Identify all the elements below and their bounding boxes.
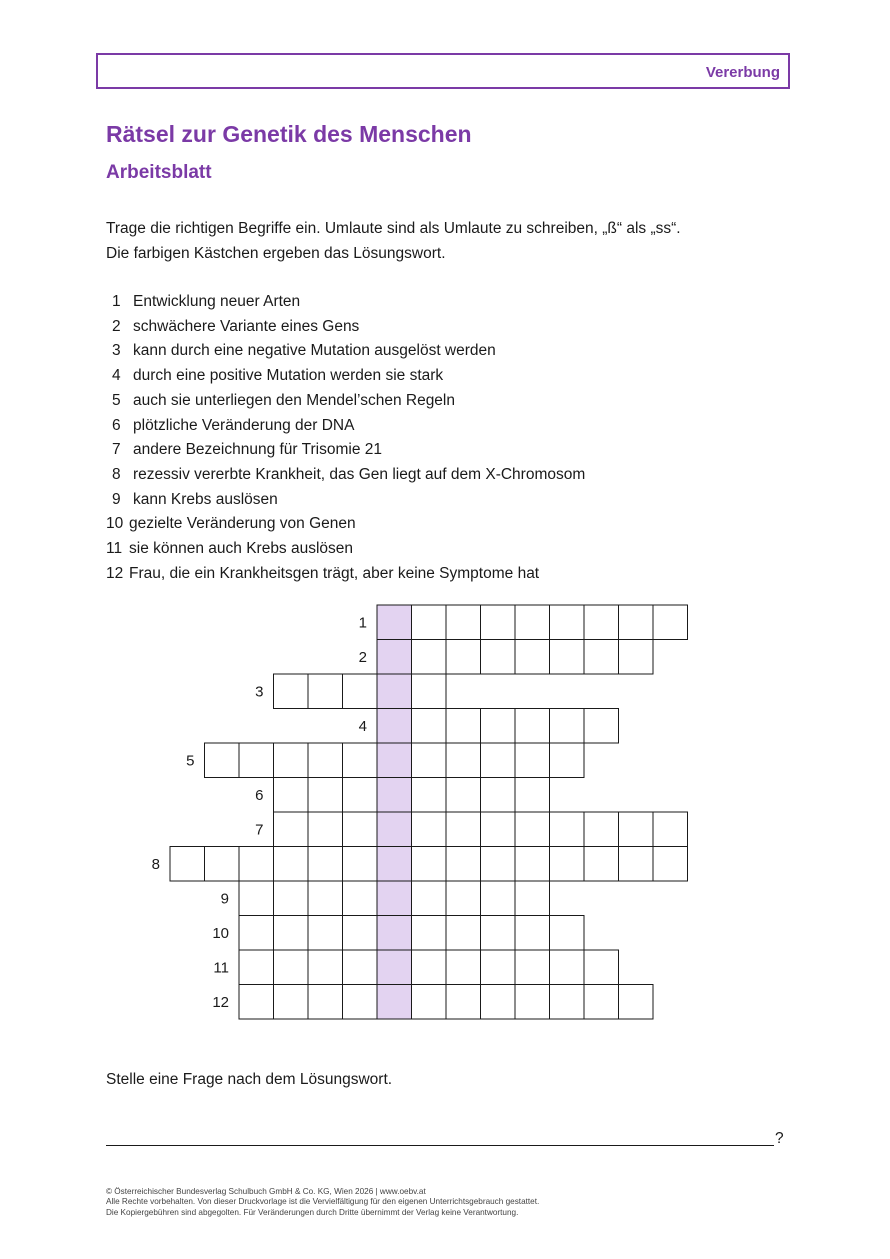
crossword-cell[interactable] <box>412 743 447 778</box>
crossword-cell[interactable] <box>550 916 585 951</box>
crossword-cell[interactable] <box>343 881 378 916</box>
solution-cell[interactable] <box>377 709 412 744</box>
solution-cell[interactable] <box>377 916 412 951</box>
row-number: 6 <box>255 786 264 804</box>
crossword-cell[interactable] <box>515 605 550 640</box>
clue-text: plötzliche Veränderung der DNA <box>133 416 355 434</box>
crossword-cell[interactable] <box>274 985 309 1020</box>
row-number: 11 <box>213 959 229 977</box>
crossword-cell[interactable] <box>515 950 550 985</box>
crossword-cell[interactable] <box>412 709 447 744</box>
crossword-cell[interactable] <box>481 709 516 744</box>
crossword-cell[interactable] <box>205 847 240 882</box>
crossword-cell[interactable] <box>515 778 550 813</box>
crossword-cell[interactable] <box>343 916 378 951</box>
clue-number: 11 <box>106 540 123 558</box>
solution-cell[interactable] <box>377 674 412 709</box>
crossword-cell[interactable] <box>239 881 274 916</box>
crossword-cell[interactable] <box>619 640 654 675</box>
clue-number: 4 <box>112 367 121 385</box>
crossword-cell[interactable] <box>584 605 619 640</box>
solution-cell[interactable] <box>377 985 412 1020</box>
clue-number: 7 <box>112 441 121 459</box>
page-title: Rätsel zur Genetik des Menschen <box>106 121 472 147</box>
crossword-cell[interactable] <box>619 812 654 847</box>
crossword-cell[interactable] <box>274 743 309 778</box>
crossword-cell[interactable] <box>412 881 447 916</box>
clue-number: 9 <box>112 490 121 508</box>
crossword-cell[interactable] <box>308 812 343 847</box>
clue-text: gezielte Veränderung von Genen <box>129 515 356 533</box>
clue-number: 12 <box>106 564 124 582</box>
clue-number: 8 <box>112 465 121 483</box>
clue-text: auch sie unterliegen den Mendel’schen Regeln <box>133 391 455 409</box>
row-number: 5 <box>186 752 195 770</box>
crossword-cell[interactable] <box>584 847 619 882</box>
crossword-cell[interactable] <box>619 985 654 1020</box>
crossword-cell[interactable] <box>239 916 274 951</box>
clue-number: 1 <box>112 293 121 310</box>
crossword-cell[interactable] <box>446 778 481 813</box>
crossword-cell[interactable] <box>274 812 309 847</box>
crossword-cell[interactable] <box>343 674 378 709</box>
row-number: 2 <box>358 648 367 666</box>
solution-cell[interactable] <box>377 881 412 916</box>
solution-cell[interactable] <box>377 640 412 675</box>
crossword-cell[interactable] <box>446 847 481 882</box>
clue-text: durch eine positive Mutation werden sie stark <box>133 367 444 385</box>
crossword-cell[interactable] <box>446 985 481 1020</box>
clue-number: 6 <box>112 416 121 434</box>
crossword-cell[interactable] <box>239 985 274 1020</box>
topic-label: Vererbung <box>705 64 780 81</box>
footer-line-2: Alle Rechte vorbehalten. Von dieser Druckvorlage ist die Vervielfältigung für den eigenen Unterrichtsgebrauch gestattet. <box>106 1197 540 1207</box>
crossword-cell[interactable] <box>446 881 481 916</box>
crossword-cell[interactable] <box>550 709 585 744</box>
crossword-cell[interactable] <box>653 847 688 882</box>
crossword-cell[interactable] <box>515 916 550 951</box>
crossword-cell[interactable] <box>515 847 550 882</box>
crossword-cell[interactable] <box>481 743 516 778</box>
crossword-cell[interactable] <box>515 881 550 916</box>
crossword-cell[interactable] <box>481 985 516 1020</box>
clue-text: sie können auch Krebs auslösen <box>129 540 354 558</box>
crossword-cell[interactable] <box>274 881 309 916</box>
clue-number: 5 <box>112 391 121 409</box>
copyright-footer <box>106 1187 539 1218</box>
crossword-cell[interactable] <box>550 605 585 640</box>
crossword-cell[interactable] <box>481 640 516 675</box>
crossword-cell[interactable] <box>446 605 481 640</box>
clue-text: Frau, die ein Krankheitsgen trägt, aber keine Symptome hat <box>129 564 540 582</box>
crossword-cell[interactable] <box>412 916 447 951</box>
page-subtitle: Arbeitsblatt <box>106 162 212 183</box>
solution-cell[interactable] <box>377 812 412 847</box>
crossword-cell[interactable] <box>481 847 516 882</box>
crossword-cell[interactable] <box>274 847 309 882</box>
crossword-cell[interactable] <box>446 950 481 985</box>
crossword-cell[interactable] <box>308 847 343 882</box>
crossword-cell[interactable] <box>239 950 274 985</box>
crossword-cell[interactable] <box>446 640 481 675</box>
crossword-cell[interactable] <box>446 743 481 778</box>
crossword-cell[interactable] <box>412 640 447 675</box>
crossword-cell[interactable] <box>239 847 274 882</box>
crossword-cell[interactable] <box>308 674 343 709</box>
crossword-cell[interactable] <box>550 950 585 985</box>
crossword-cell[interactable] <box>308 743 343 778</box>
clue-text: Entwicklung neuer Arten <box>133 293 301 310</box>
crossword-cell[interactable] <box>584 640 619 675</box>
crossword-cell[interactable] <box>515 709 550 744</box>
crossword-cell[interactable] <box>653 812 688 847</box>
crossword-cell[interactable] <box>170 847 205 882</box>
row-number: 4 <box>358 717 367 735</box>
clue-number: 10 <box>106 515 124 533</box>
crossword-cell[interactable] <box>274 916 309 951</box>
crossword-cell[interactable] <box>550 640 585 675</box>
crossword-cell[interactable] <box>481 881 516 916</box>
crossword-cell[interactable] <box>343 743 378 778</box>
crossword-cell[interactable] <box>343 985 378 1020</box>
crossword-cell[interactable] <box>412 847 447 882</box>
solution-cell[interactable] <box>377 778 412 813</box>
crossword-cell[interactable] <box>446 709 481 744</box>
solution-cell[interactable] <box>377 743 412 778</box>
crossword-cell[interactable] <box>343 950 378 985</box>
crossword-cell[interactable] <box>343 778 378 813</box>
crossword-cell[interactable] <box>308 881 343 916</box>
crossword-cell[interactable] <box>308 778 343 813</box>
clue-text: kann durch eine negative Mutation ausgelöst werden <box>133 342 496 360</box>
row-number: 12 <box>212 993 229 1011</box>
crossword-cell[interactable] <box>343 812 378 847</box>
row-number: 9 <box>220 890 229 908</box>
crossword-cell[interactable] <box>481 950 516 985</box>
crossword-cell[interactable] <box>584 950 619 985</box>
crossword-cell[interactable] <box>550 985 585 1020</box>
crossword-cell[interactable] <box>274 950 309 985</box>
crossword-cell[interactable] <box>550 847 585 882</box>
clue-text: kann Krebs auslösen <box>133 490 278 508</box>
answer-line[interactable] <box>106 1145 774 1146</box>
footer-line-3: Die Kopiergebühren sind abgegolten. Für Veränderungen durch Dritte übernimmt der Verlag keine Verantwortung. <box>106 1207 519 1217</box>
crossword-cell[interactable] <box>584 812 619 847</box>
crossword-cell[interactable] <box>481 916 516 951</box>
crossword-cell[interactable] <box>619 605 654 640</box>
crossword-cell[interactable] <box>584 709 619 744</box>
crossword-cell[interactable] <box>653 605 688 640</box>
crossword-cell[interactable] <box>412 950 447 985</box>
crossword-cell[interactable] <box>308 985 343 1020</box>
crossword-cell[interactable] <box>412 778 447 813</box>
crossword-cell[interactable] <box>343 847 378 882</box>
crossword-cell[interactable] <box>205 743 240 778</box>
row-number: 8 <box>151 855 160 873</box>
clue-text: andere Bezeichnung für Trisomie 21 <box>133 441 383 459</box>
crossword-cell[interactable] <box>412 985 447 1020</box>
crossword-cell[interactable] <box>412 812 447 847</box>
crossword-cell[interactable] <box>550 743 585 778</box>
crossword-cell[interactable] <box>274 674 309 709</box>
crossword-cell[interactable] <box>274 778 309 813</box>
instructions-line-2: Die farbigen Kästchen ergeben das Lösungswort. <box>106 244 446 262</box>
row-number: 7 <box>255 821 264 839</box>
crossword-cell[interactable] <box>550 812 585 847</box>
crossword-cell[interactable] <box>515 640 550 675</box>
question-mark: ? <box>775 1130 784 1147</box>
row-number: 1 <box>358 614 367 632</box>
crossword-cell[interactable] <box>584 985 619 1020</box>
crossword-cell[interactable] <box>619 847 654 882</box>
instructions-line-1: Trage die richtigen Begriffe ein. Umlaute sind als Umlaute zu schreiben, „ß“ als „ss“. <box>106 220 681 237</box>
clue-number: 2 <box>112 317 121 335</box>
crossword-cell[interactable] <box>308 950 343 985</box>
solution-cell[interactable] <box>377 605 412 640</box>
crossword-cell[interactable] <box>412 674 447 709</box>
row-number: 3 <box>255 683 264 701</box>
crossword-cell[interactable] <box>515 985 550 1020</box>
crossword-cell[interactable] <box>446 812 481 847</box>
crossword-cell[interactable] <box>412 605 447 640</box>
row-number: 10 <box>212 924 229 942</box>
crossword-cell[interactable] <box>481 605 516 640</box>
crossword-cell[interactable] <box>481 778 516 813</box>
crossword-cell[interactable] <box>308 916 343 951</box>
crossword-cell[interactable] <box>515 812 550 847</box>
question-prompt: Stelle eine Frage nach dem Lösungswort. <box>106 1071 393 1088</box>
crossword-cell[interactable] <box>446 916 481 951</box>
crossword-cell[interactable] <box>515 743 550 778</box>
solution-cell[interactable] <box>377 847 412 882</box>
solution-cell[interactable] <box>377 950 412 985</box>
footer-line-1: © Österreichischer Bundesverlag Schulbuch GmbH & Co. KG, Wien 2026 | www.oebv.at <box>106 1187 426 1196</box>
crossword-cell[interactable] <box>239 743 274 778</box>
crossword-cell[interactable] <box>481 812 516 847</box>
clue-text: schwächere Variante eines Gens <box>133 317 360 335</box>
clue-text: rezessiv vererbte Krankheit, das Gen liegt auf dem X-Chromosom <box>133 465 586 483</box>
clue-number: 3 <box>112 342 121 360</box>
